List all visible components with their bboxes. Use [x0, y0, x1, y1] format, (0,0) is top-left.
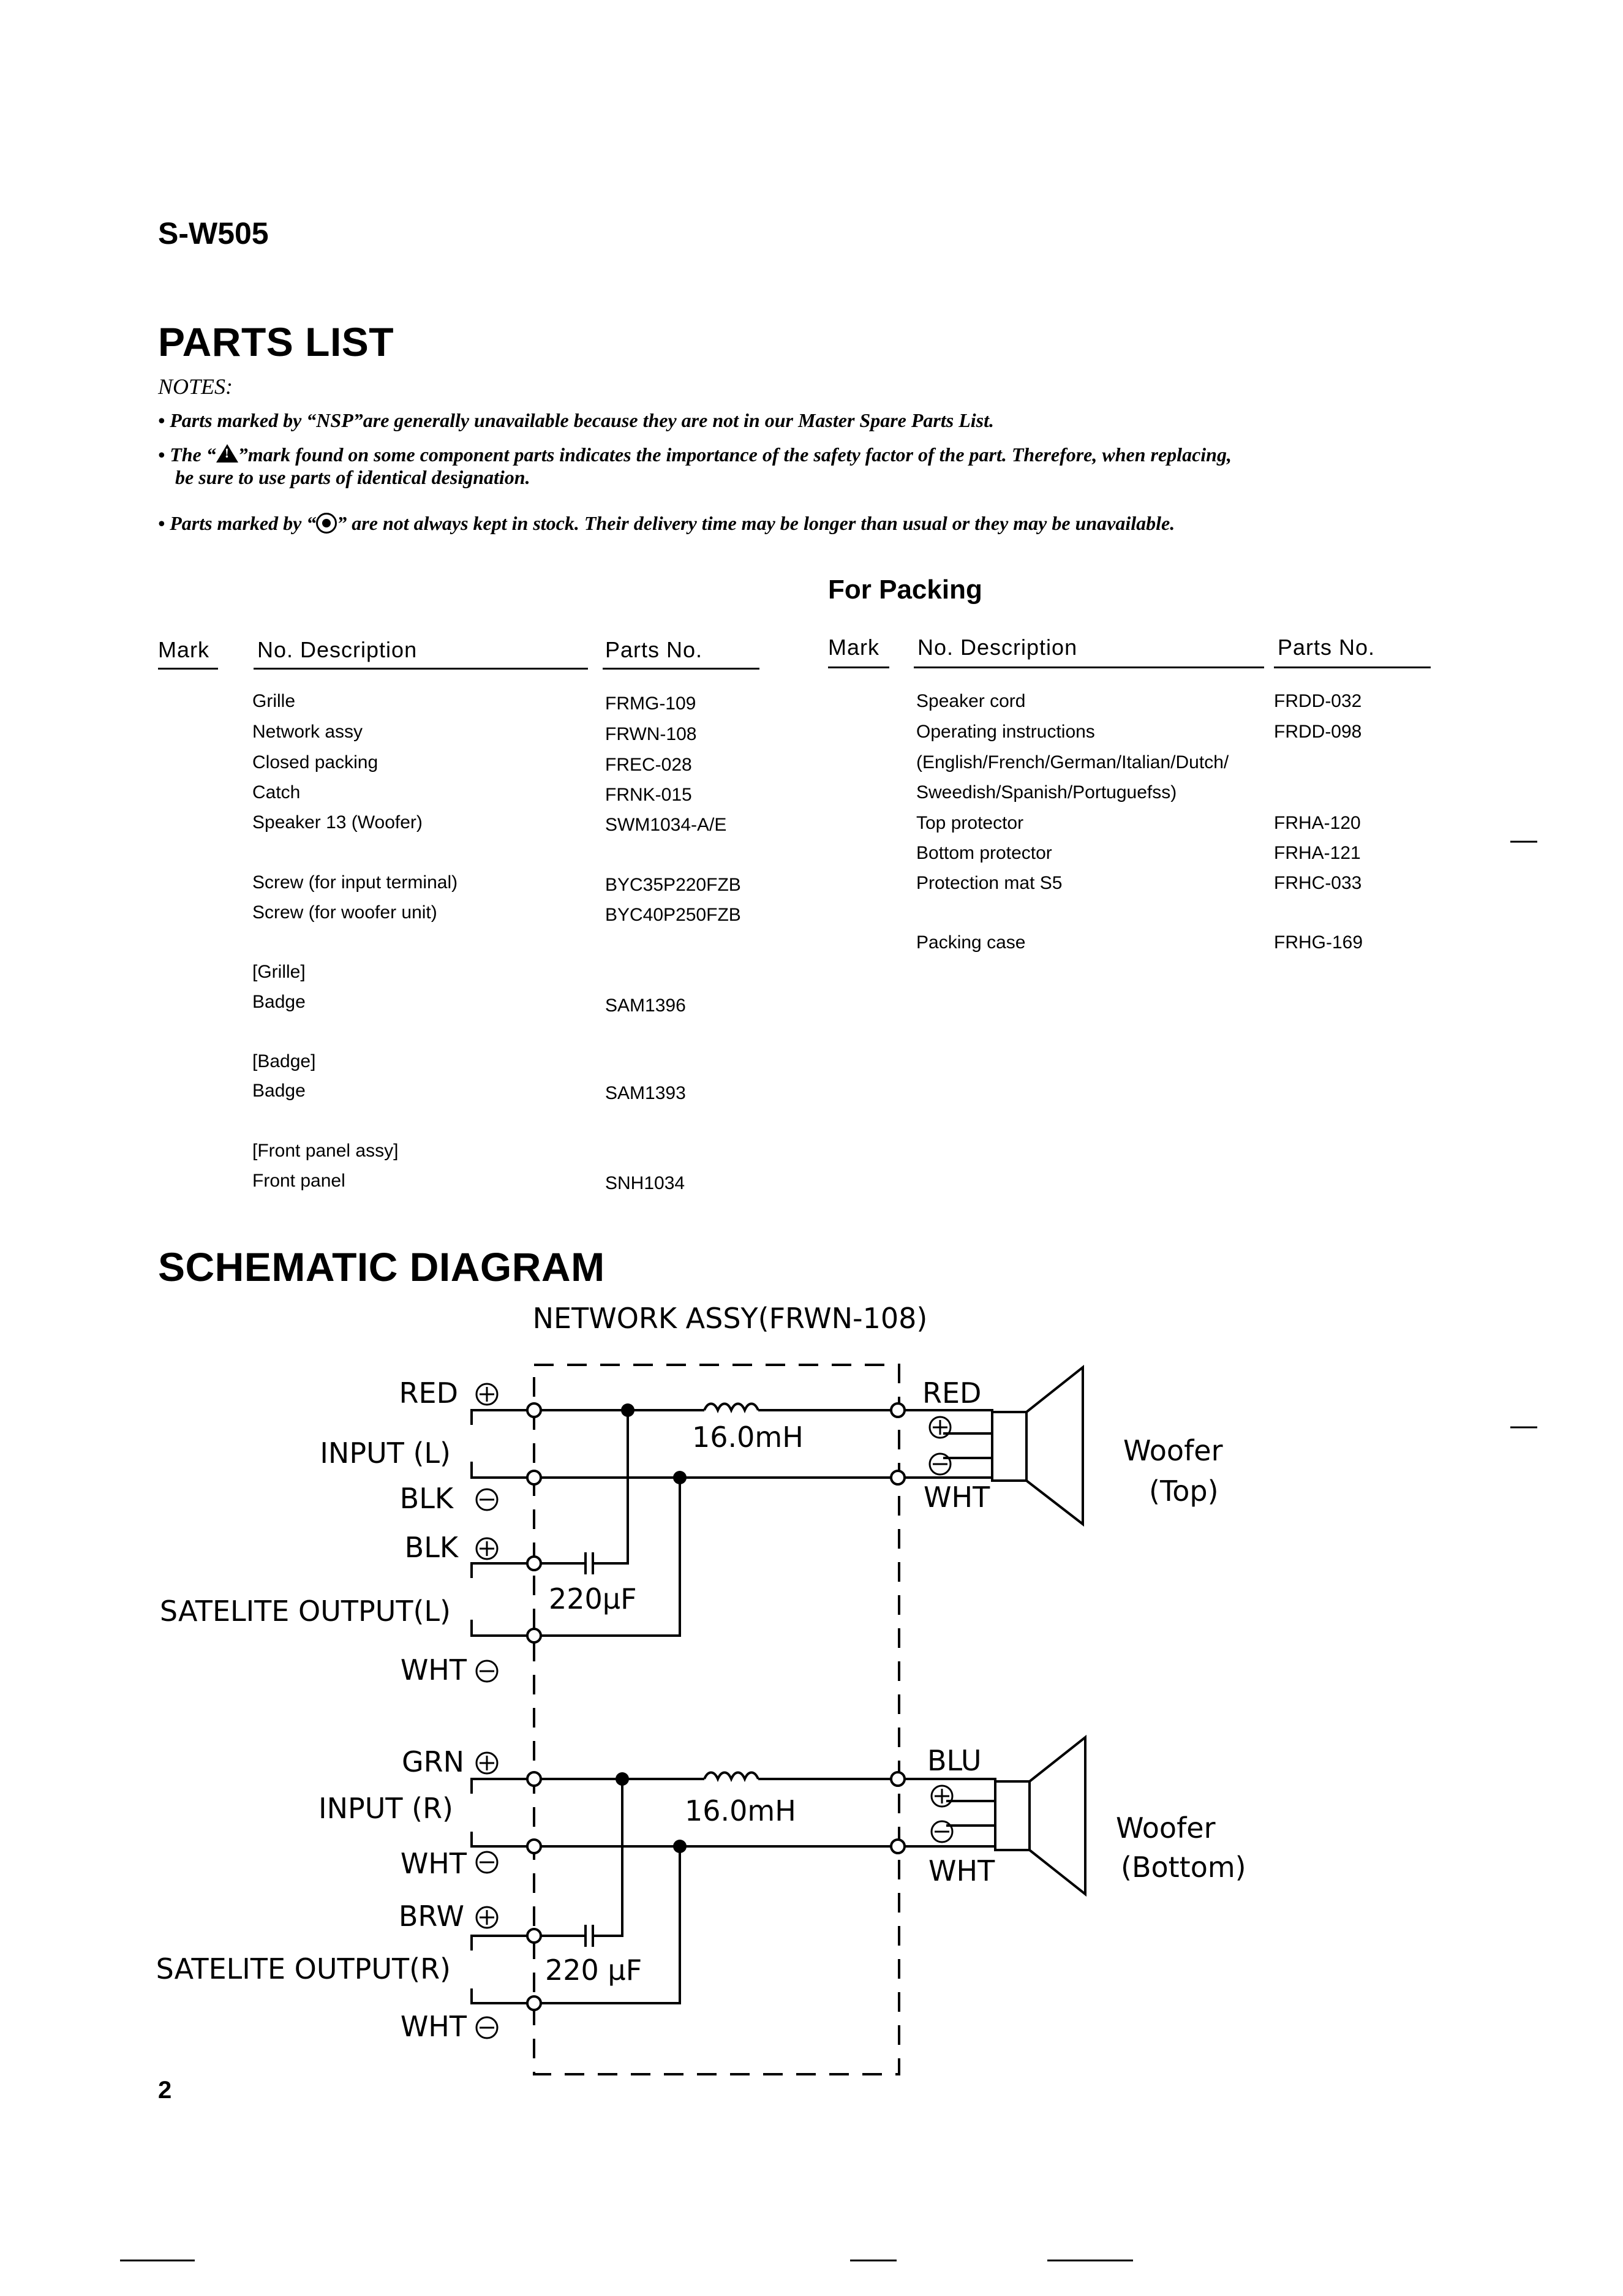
label-capacitor-r: 220 µF — [545, 1954, 642, 1987]
label-satelite-output-r: SATELITE OUTPUT(R) — [156, 1952, 451, 1985]
terminal-sat-r-plus — [527, 1929, 541, 1943]
note-safety-text-a: • The “ — [158, 444, 216, 466]
terminal-input-r-plus — [527, 1772, 541, 1786]
minus-circle-icon — [476, 2017, 497, 2038]
note-stock-text-b: ” are not always kept in stock. Their delivery time may be longer than usual or they may be unavailable. — [337, 512, 1175, 534]
terminal-input-r-minus — [527, 1840, 541, 1853]
wire-cap-l-feed — [603, 1410, 628, 1563]
terminal-input-l-minus — [527, 1471, 541, 1484]
parts-list-title: PARTS LIST — [158, 319, 394, 364]
right-header-mark: Mark — [828, 635, 879, 660]
terminal-sat-l-minus — [527, 1629, 541, 1642]
note-safety-text-b: ”mark found on some component parts indicates the importance of the safety factor of the part. Therefore, when replacing, — [238, 444, 1232, 466]
label-wht-input-r: WHT — [400, 1847, 467, 1880]
wire-sat-r-minus-bracket — [472, 1988, 527, 2003]
terminal-speaker-top-plus — [891, 1403, 905, 1417]
plus-circle-icon — [930, 1417, 951, 1438]
table-row-desc: Badge — [252, 1081, 306, 1101]
table-row-parts: SAM1393 — [605, 1083, 686, 1103]
label-woofer-top: Woofer — [1123, 1434, 1223, 1467]
table-row-desc: Closed packing — [252, 752, 378, 772]
table-row-parts: FRHG-169 — [1274, 932, 1363, 953]
label-woofer-bottom: Woofer — [1116, 1811, 1216, 1845]
plus-circle-icon — [476, 1753, 497, 1773]
minus-circle-icon — [476, 1489, 497, 1510]
label-blu-speaker: BLU — [927, 1744, 982, 1777]
wire-sat-l-minus-bracket — [472, 1620, 527, 1636]
terminal-sat-r-minus — [527, 1996, 541, 2010]
wire-input-r-plus-bracket — [472, 1779, 527, 1794]
table-row-desc: Grille — [252, 691, 296, 711]
inductor-l — [704, 1404, 758, 1411]
network-assy-label: NETWORK ASSY(FRWN-108) — [532, 1302, 928, 1335]
right-header-description: No. Description — [917, 635, 1078, 660]
terminal-speaker-bottom-minus — [891, 1840, 905, 1853]
plus-circle-icon — [476, 1907, 497, 1928]
table-row-parts: FRHA-120 — [1274, 813, 1361, 833]
wire-input-l-plus-bracket — [472, 1410, 527, 1425]
table-row-desc: Speaker cord — [916, 691, 1026, 711]
junction-dot — [616, 1772, 629, 1786]
capacitor-r — [586, 1925, 593, 1947]
terminal-speaker-bottom-plus — [891, 1772, 905, 1786]
table-row-desc: Packing case — [916, 932, 1026, 953]
wire-speaker-bottom-minus — [905, 1826, 995, 1846]
left-header-parts-no: Parts No. — [605, 637, 703, 662]
label-inductor-r: 16.0mH — [685, 1794, 796, 1827]
label-satelite-output-l: SATELITE OUTPUT(L) — [159, 1595, 451, 1628]
table-row-desc: Bottom protector — [916, 843, 1052, 863]
minus-circle-icon — [930, 1454, 951, 1475]
wire-input-l-minus-bracket — [472, 1462, 527, 1478]
table-row-desc: Sweedish/Spanish/Portuguefss) — [916, 782, 1177, 802]
table-row-desc: Operating instructions — [916, 722, 1095, 742]
junction-dot — [673, 1840, 687, 1853]
label-red-input: RED — [399, 1376, 458, 1410]
table-row-group: [Front panel assy] — [252, 1141, 399, 1161]
table-row-parts: SAM1396 — [605, 995, 686, 1016]
table-row-group: [Badge] — [252, 1051, 316, 1071]
table-row-parts: SWM1034-A/E — [605, 815, 727, 835]
label-wht-speaker-bottom: WHT — [928, 1854, 995, 1887]
label-grn-input: GRN — [401, 1745, 464, 1778]
label-blk-output: BLK — [404, 1531, 458, 1564]
table-row-desc: Front panel — [252, 1171, 345, 1191]
schematic-title: SCHEMATIC DIAGRAM — [158, 1244, 605, 1290]
terminal-input-l-plus — [527, 1403, 541, 1417]
table-row-desc: Top protector — [916, 813, 1024, 833]
table-row-desc: Badge — [252, 992, 306, 1012]
left-header-description: No. Description — [257, 637, 418, 662]
label-inductor-l: 16.0mH — [692, 1421, 804, 1454]
scan-mark-lines — [120, 842, 1537, 2260]
woofer-bottom-magnet — [995, 1781, 1030, 1850]
label-wht-output-l: WHT — [400, 1653, 467, 1686]
left-header-mark: Mark — [158, 637, 209, 662]
table-row-desc: Network assy — [252, 722, 363, 742]
wire-sat-r-plus-bracket — [472, 1936, 527, 1950]
right-header-parts-no: Parts No. — [1278, 635, 1376, 660]
table-row-parts: FRHC-033 — [1274, 873, 1362, 893]
note-safety-text-c: be sure to use parts of identical designation. — [175, 466, 530, 488]
table-row-desc: (English/French/German/Italian/Dutch/ — [916, 752, 1229, 772]
terminal-speaker-top-minus — [891, 1471, 905, 1484]
table-row-parts: BYC35P220FZB — [605, 875, 741, 895]
wire-speaker-top-minus — [905, 1458, 992, 1478]
minus-circle-icon — [476, 1852, 497, 1873]
table-row-desc: Speaker 13 (Woofer) — [252, 812, 423, 833]
label-blk-input: BLK — [399, 1482, 453, 1515]
woofer-top-cone — [1026, 1367, 1083, 1524]
junction-dot — [621, 1403, 635, 1417]
label-brw-output: BRW — [398, 1900, 464, 1933]
packing-title: For Packing — [828, 575, 982, 605]
table-row-parts: FRHA-121 — [1274, 843, 1361, 863]
notes-label: NOTES: — [158, 374, 233, 399]
table-row-parts: FRWN-108 — [605, 724, 697, 744]
inductor-r — [704, 1773, 758, 1780]
table-row-parts: FREC-028 — [605, 755, 692, 775]
wire-cap-r-feed — [603, 1779, 622, 1936]
junction-dot — [673, 1471, 687, 1484]
page-number: 2 — [158, 2077, 172, 2104]
wire-sat-l-plus-bracket — [472, 1563, 527, 1578]
note-nsp-text: • Parts marked by “NSP”are generally unavailable because they are not in our Master Spare Parts List. — [158, 409, 994, 431]
label-input-r: INPUT (R) — [318, 1792, 453, 1825]
plus-circle-icon — [932, 1786, 952, 1807]
minus-circle-icon — [932, 1821, 952, 1842]
table-row-desc: Catch — [252, 782, 301, 802]
capacitor-l — [586, 1552, 593, 1574]
note-stock-text-a: • Parts marked by “ — [158, 512, 317, 534]
terminal-sat-l-plus — [527, 1557, 541, 1570]
minus-circle-icon — [476, 1661, 497, 1682]
plus-circle-icon — [476, 1538, 497, 1559]
label-woofer-bottom-position: (Bottom) — [1121, 1851, 1246, 1884]
label-capacitor-l: 220µF — [549, 1582, 637, 1615]
table-row-parts: FRNK-015 — [605, 785, 692, 805]
model-number: S-W505 — [158, 216, 269, 251]
table-row-parts: FRDD-032 — [1274, 691, 1362, 711]
woofer-top-magnet — [992, 1412, 1026, 1481]
table-row-parts: SNH1034 — [605, 1173, 685, 1193]
label-woofer-top-position: (Top) — [1149, 1475, 1219, 1508]
table-row-desc: Protection mat S5 — [916, 873, 1063, 893]
table-row-desc: Screw (for woofer unit) — [252, 902, 437, 923]
label-red-speaker: RED — [922, 1376, 982, 1410]
label-wht-output-r: WHT — [400, 2010, 467, 2043]
table-row-desc: Screw (for input terminal) — [252, 872, 458, 893]
label-input-l: INPUT (L) — [320, 1437, 451, 1470]
table-row-group: [Grille] — [252, 962, 306, 982]
plus-circle-icon — [476, 1384, 497, 1405]
wire-input-r-minus-bracket — [472, 1832, 527, 1846]
woofer-bottom-cone — [1030, 1737, 1085, 1894]
label-wht-speaker-top: WHT — [924, 1481, 990, 1514]
table-row-parts: FRDD-098 — [1274, 722, 1362, 742]
table-row-parts: FRMG-109 — [605, 693, 696, 714]
table-row-parts: BYC40P250FZB — [605, 905, 741, 925]
